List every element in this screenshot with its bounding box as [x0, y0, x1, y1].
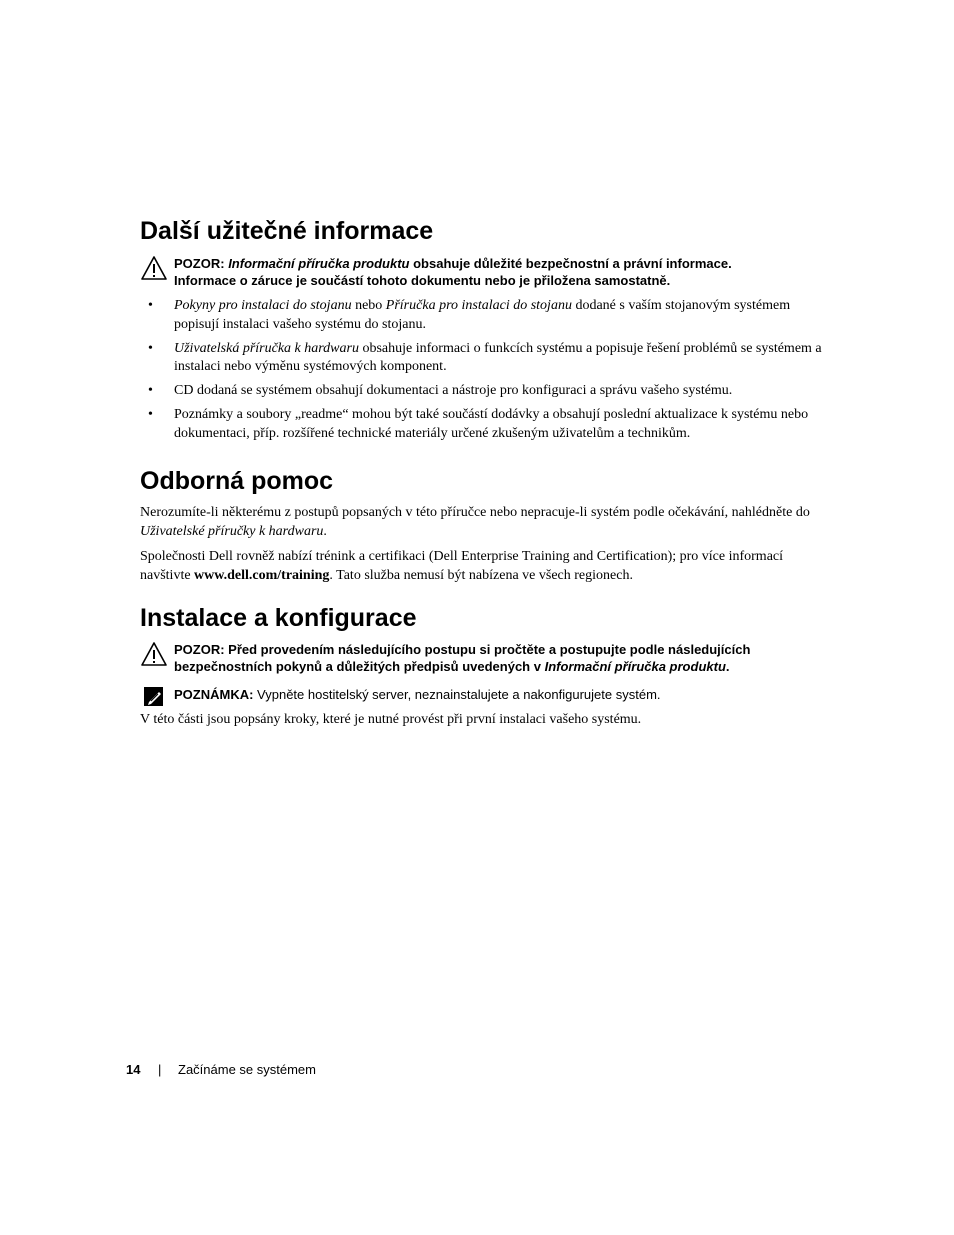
note — [140, 686, 820, 708]
bullet-icon: • — [148, 407, 153, 422]
bullet-icon: • — [148, 340, 153, 356]
list-item — [140, 340, 830, 377]
list-item — [140, 297, 830, 334]
support-text-end: . — [323, 523, 327, 539]
page-number: 14 — [126, 1062, 141, 1077]
support-text: Nerozumíte-li některému z postupů popsaných v této příručce nebo nepracuje-li systém podle očekávání, nahlédněte do — [140, 505, 810, 520]
list-item-ref: Uživatelská příručka k hardwaru — [174, 340, 359, 356]
training-text-end: . Tato služba nemusí být nabízena ve všech regionech. — [329, 567, 633, 583]
note-text: Vypněte hostitelský server, neznainstalujete a nakonfigurujete systém. — [253, 687, 661, 702]
caution-text: obsahuje důležité bezpečnostní a právní informace. — [409, 256, 732, 271]
training-paragraph — [140, 548, 830, 585]
hardware-guide-ref: Uživatelské příručky k hardwaru — [140, 523, 324, 539]
list-item-text: obsahuje informaci o funkcích systému a popisuje řešení problémů se systémem a instalaci nebo výměnu systémových komponent. — [174, 340, 822, 374]
caution-label: POZOR: — [174, 642, 225, 657]
caution-text-line2: Informace o záruce je součástí tohoto dokumentu nebo je přiložena samostatně. — [174, 273, 671, 288]
list-item-text: nebo — [351, 298, 386, 313]
list-item-ref: Pokyny pro instalaci do stojanu — [174, 298, 352, 313]
training-link[interactable]: www.dell.com/training — [194, 567, 330, 583]
footer-separator: | — [158, 1062, 162, 1077]
bullet-icon: • — [148, 298, 153, 313]
support-paragraph — [140, 504, 830, 541]
list-item-text: CD dodaná se systémem obsahují dokumentaci a nástroje pro konfiguraci a správu vašeho systému. — [174, 383, 733, 398]
training-text: Společnosti Dell rovněž nabízí trénink a certifikaci (Dell Enterprise Training and Certification); pro více informací navštivte — [140, 549, 784, 583]
section-heading-other-info: Další užitečné informace — [140, 217, 434, 245]
caution-text-end: . — [725, 659, 730, 674]
note-label: POZNÁMKA: — [174, 687, 254, 702]
caution-icon — [140, 255, 168, 281]
caution-note — [140, 641, 820, 677]
product-info-guide-ref: Informační příručka produktu — [228, 256, 410, 271]
caution-label: POZOR: — [174, 256, 225, 271]
bullet-icon: • — [148, 383, 153, 398]
caution-icon — [140, 641, 168, 667]
list-item — [140, 406, 830, 443]
list-item-text: dodané s vaším stojanovým systémem popisují instalaci vašeho systému do stojanu. — [174, 298, 791, 332]
list-item-ref: Příručka pro instalaci do stojanu — [385, 298, 572, 313]
product-info-guide-ref: Informační příručka produktu — [544, 659, 726, 674]
list-item — [140, 382, 830, 401]
caution-text: Před provedením následujícího postupu si pročtěte a postupujte podle následujících bezpečnostních pokynů a důležitých předpisů uvedených v — [174, 642, 751, 674]
chapter-title: Začínáme se systémem — [178, 1062, 316, 1077]
section-heading-support: Odborná pomoc — [140, 467, 334, 495]
section-heading-installation: Instalace a konfigurace — [140, 604, 417, 632]
list-item-text: Poznámky a soubory „readme“ mohou být také součástí dodávky a obsahují poslední aktualizace k systému nebo dokumentaci, příp. rozšířené technické materiály určené zkušeným uživatelům a technikům. — [174, 407, 809, 441]
caution-note — [140, 255, 820, 291]
info-bullet-list — [140, 297, 830, 449]
note-pencil-icon — [140, 685, 168, 711]
installation-paragraph: V této části jsou popsány kroky, které je nutné provést při první instalaci vašeho systému. — [140, 712, 642, 727]
